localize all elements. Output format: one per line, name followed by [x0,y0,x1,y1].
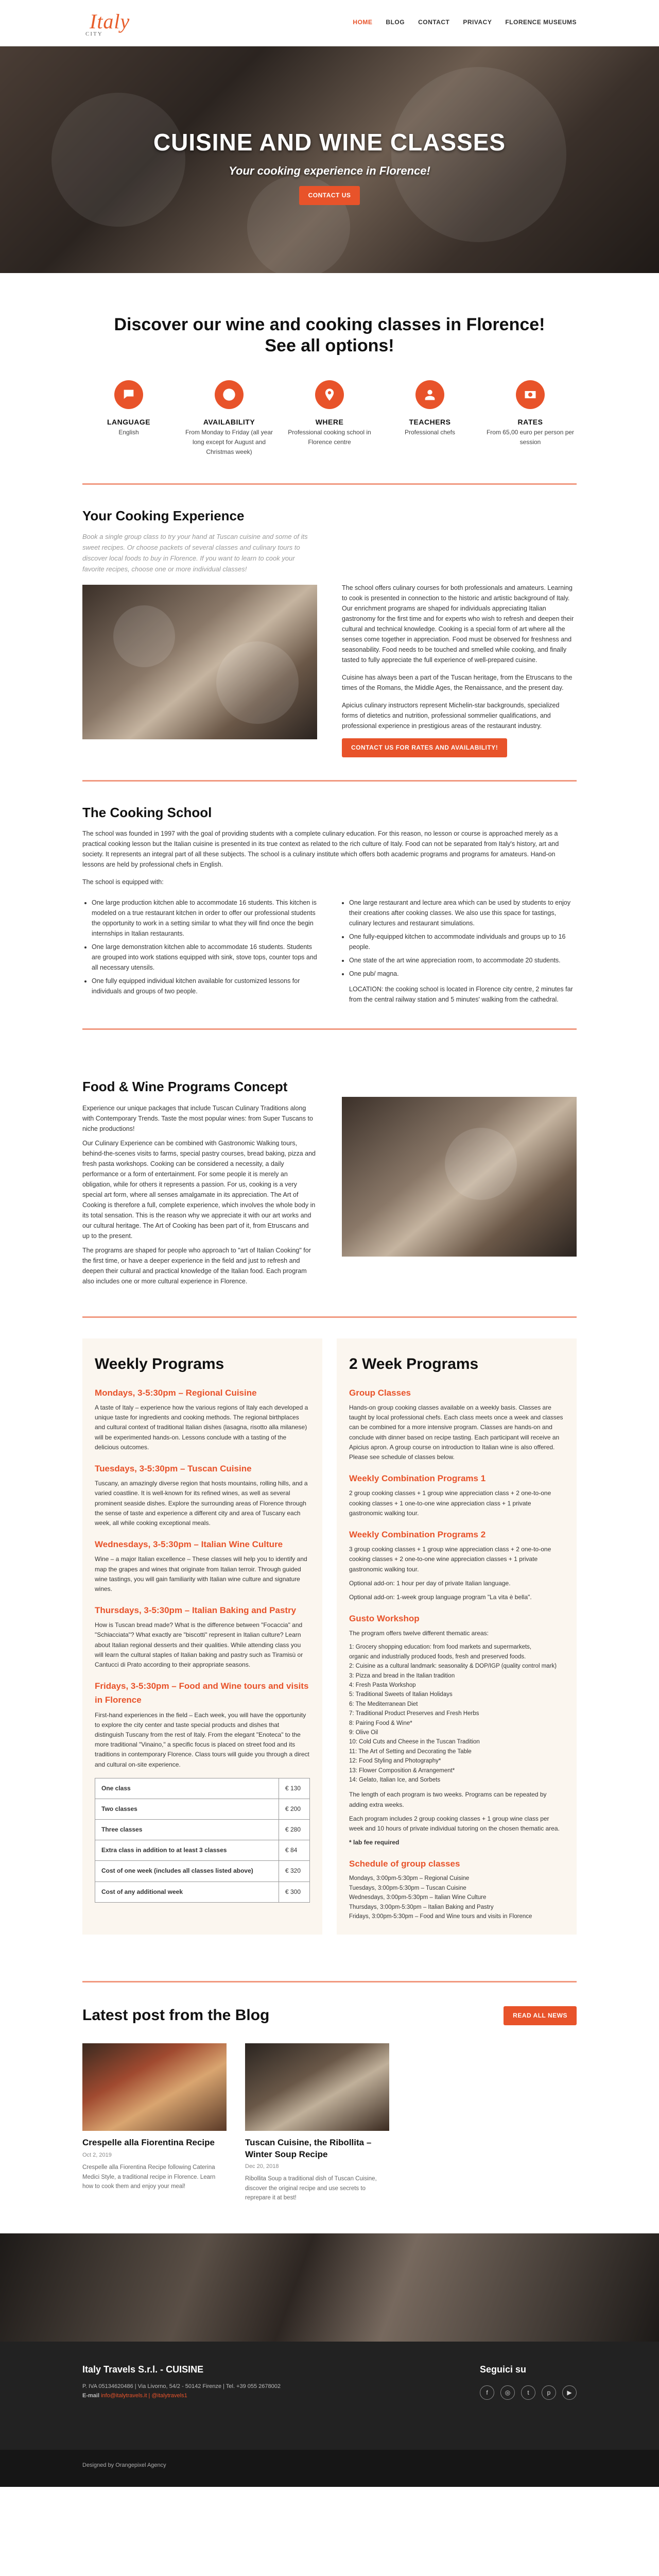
list-item: 1: Grocery shopping education: from food markets and supermarkets, [349,1644,532,1651]
feature-teachers [384,380,476,457]
optional-addon-1: Optional add-on: 1 hour per day of private Italian language. [349,1579,511,1587]
price-value: € 130 [279,1778,310,1799]
two-week-programs-box [337,1338,577,1935]
price-label: Two classes [95,1799,279,1819]
footer-address: P. IVA 05134620486 | Via Livorno, 54/2 - 50142 Firenze | Tel. +39 055 2678002 [82,2383,281,2390]
instagram-icon[interactable]: ◎ [500,2385,515,2400]
feature-row [82,380,577,457]
wine-title: Food & Wine Programs Concept [82,1079,288,1095]
blog-post-card[interactable] [82,2043,227,2202]
feature-where [283,380,376,457]
contact-rates-button[interactable]: CONTACT US FOR RATES AND AVAILABILITY! [342,738,507,757]
list-item: 12: Food Styling and Photography* [349,1758,441,1765]
gusto-text: The program offers twelve different thematic areas: [349,1630,489,1637]
footer-social-title: Seguici su [480,2364,527,2375]
school-paragraph-2: The school is equipped with: [82,878,164,886]
list-item: organic and industrially produced foods, fresh and preserved foods. [349,1653,526,1660]
nav-contact[interactable]: CONTACT [418,19,450,26]
twitter-icon[interactable]: t [521,2385,535,2400]
clock-icon [215,380,244,409]
teacher-icon [415,380,444,409]
location-icon [315,380,344,409]
read-all-news-button[interactable]: READ ALL NEWS [504,2006,577,2025]
list-item: 3: Pizza and bread in the Italian tradition [349,1672,455,1679]
feature-title: WHERE [315,417,344,426]
price-value: € 300 [279,1882,310,1902]
program-text: Tuscany, an amazingly diverse region that hosts mountains, rolling hills, and a varied coastline. It is well-known for its refined wines, as well as several prominent seaside dishes. Explore the surrounding areas of Florence through the sense of taste and experience a different city and area of Tuscany each week, all while cooking exceptional meals. [95,1480,308,1527]
combo-1-text: 2 group cooking classes + 1 group wine appreciation class + 2 one-to-one cooking classes + 1 one-to-one wine appreciation class + 1 private gastronomic walking tour. [349,1489,551,1517]
school-equipment-list-left [82,897,319,1008]
price-label: Three classes [95,1820,279,1840]
table-row [95,1840,310,1861]
price-value: € 320 [279,1861,310,1882]
program-text: How is Tuscan bread made? What is the difference between "Focaccia" and "Schiacciata"? What exactly are "biscotti" represent in Italian culture? Learn about Italian regional desserts and their qualities. While attending class you will learn the cultural staples of Italian baking and pastry such as Tiramisù or Cantucci di Prato according to their appropriate seasons. [95,1621,303,1669]
blog-post-image[interactable] [82,2043,227,2131]
feature-title: AVAILABILITY [203,417,255,426]
schedule-list [349,1874,564,1921]
feature-rates [484,380,577,457]
weekly-title: Weekly Programs [95,1355,224,1372]
list-item: Wednesdays, 3:00pm-5:30pm – Italian Wine Culture [349,1894,487,1901]
list-item: 9: Olive Oil [349,1730,378,1736]
combo-2-heading: Weekly Combination Programs 2 [349,1529,486,1539]
lab-fee-note: * lab fee required [349,1839,400,1846]
program-heading: Fridays, 3-5:30pm – Food and Wine tours and visits in Florence [95,1681,309,1705]
school-location: LOCATION: the cooking school is located in Florence city centre, 2 minutes far from the central railway station and 5 minutes' walking from the cathedral. [349,986,573,1004]
two-week-title: 2 Week Programs [349,1355,479,1372]
rates-icon [516,380,545,409]
footer-email-link[interactable]: info@italytravels.it | @italytravels1 [101,2392,187,2399]
schedule-heading: Schedule of group classes [349,1859,460,1869]
feature-text: Professional chefs [404,428,456,436]
footer-email-label: E-mail [82,2392,100,2399]
combo-2-text: 3 group cooking classes + 1 group wine appreciation class + 2 one-to-one cooking classes + 2 one-to-one wine appreciation classes + 1 private gastronomic walking tour. [349,1546,551,1573]
blog-post-title[interactable]: Crespelle alla Fiorentina Recipe [82,2138,215,2148]
school-title: The Cooking School [82,804,212,820]
hero-contact-button[interactable]: CONTACT US [299,186,360,205]
blog-post-title[interactable]: Tuscan Cuisine, the Ribollita – Winter Soup Recipe [245,2138,372,2159]
language-icon [114,380,143,409]
hero-banner [0,46,659,273]
table-row [95,1778,310,1799]
main-menu [353,18,577,27]
table-row [95,1861,310,1882]
gusto-length: The length of each program is two weeks. Programs can be repeated by adding extra weeks. [349,1791,547,1808]
cooking-title: Your Cooking Experience [82,507,245,523]
combo-1-heading: Weekly Combination Programs 1 [349,1473,486,1484]
table-row [95,1882,310,1902]
blog-title: Latest post from the Blog [82,2007,270,2024]
feature-title: TEACHERS [409,417,451,426]
cooking-paragraph-3: Apicius culinary instructors represent Michelin-star backgrounds, specialized forms of dietetics and nutrition, professional sommelier qualifications, and professional experience in prestigious areas of the restaurant industry. [342,701,560,730]
table-row [95,1799,310,1819]
footer-company-title: Italy Travels S.r.l. - CUISINE [82,2364,204,2375]
school-paragraph-1: The school was founded in 1997 with the goal of providing students with a complete culinary education. For this reason, no lesson or course is approached merely as a practical cooking lesson but the Italian cuisine is presented in its true context as related to the rich culture of Italy. Food can not be separated from Italy's history, art and society. It represents an integral part of all these subjects. The school is a culinary institute which offers both academic programs and programs for amateurs. Hand-on lessons are held by professional chefs in English. [82,830,559,869]
list-item: 14: Gelato, Italian Ice, and Sorbets [349,1776,441,1783]
price-label: Cost of one week (includes all classes listed above) [95,1861,279,1882]
program-text: First-hand experiences in the field – Each week, you will have the opportunity to explore the city center and taste special products and dishes that distinguish Tuscany from the rest of Italy. From the elegant "Enoteca" to the more traditional "Vinaino," a specific focus is placed on street food and its traditions in contemporary Florence. Class tours will guide you through a direct and cultural on-site experience. [95,1711,309,1768]
list-item: • One large demonstration kitchen able to accommodate 16 students. Students are grouped into work stations equipped with sink, stove tops, counter tops and all necessary utensils. [92,942,319,973]
weekly-programs-box [82,1338,322,1935]
blog-post-image[interactable] [245,2043,389,2131]
site-footer [0,2342,659,2450]
program-text: Wine – a major Italian excellence – These classes will help you to identify and map the grapes and wines that originate from Italian terroir. Through guided wine tastings, you will gain familiarity with Italian wine culture and signature wines. [95,1555,307,1592]
section-divider [82,1981,577,1982]
optional-addon-2: Optional add-on: 1-week group language program "La vita è bella". [349,1593,532,1601]
group-classes-text: Hands-on group cooking classes available on a weekly basis. Classes are taught by local professional chefs. Each class meets once a week and classes can be combined for a more intensive program. Classes are hands-on and conclude with dinner based on recipe tasting. Each participant will receive an Apicius apron. A group course on introduction to Italian wine is also offered. Please see schedule of classes below. [349,1404,563,1461]
list-item: 11: The Art of Setting and Decorating the Table [349,1748,472,1755]
section-divider [82,1028,577,1030]
cooking-class-photo [82,585,317,739]
food-wine-section [82,1056,577,1318]
footer-email-row [82,2392,281,2401]
feature-text: Professional cooking school in Florence centre [288,428,371,446]
program-heading: Tuesdays, 3-5:30pm – Tuscan Cuisine [95,1464,252,1474]
price-label: Extra class in addition to at least 3 classes [95,1840,279,1861]
table-row [95,1820,310,1840]
logo-main-text: Italy [90,10,130,33]
gusto-list [349,1642,564,1785]
intro-title: Discover our wine and cooking classes in Florence! See all options! [114,315,545,355]
top-navbar [0,0,659,46]
list-item: 2: Cuisine as a cultural landmark: seasonality & DOP/IGP (quality control mark) [349,1663,557,1670]
blog-post-excerpt: Ribollita Soup a traditional dish of Tuscan Cuisine, discover the original recipe and use secrets to reprepare it at best! [245,2176,377,2201]
price-table [95,1778,310,1903]
feature-availability [183,380,275,457]
blog-post-card[interactable] [245,2043,389,2202]
program-heading: Mondays, 3-5:30pm – Regional Cuisine [95,1387,257,1398]
nav-florence-museums[interactable]: FLORENCE MUSEUMS [505,19,577,26]
list-item: 6: The Mediterranean Diet [349,1701,418,1707]
program-heading: Wednesdays, 3-5:30pm – Italian Wine Culture [95,1539,283,1550]
feature-text: From 65,00 euro per person per session [486,428,575,446]
list-item: • One state of the art wine appreciation room, to accommodate 20 students. [349,955,577,965]
blog-post-date: Dec 20, 2018 [245,2163,279,2170]
programs-section [82,1318,577,1961]
list-item: 13: Flower Composition & Arrangement* [349,1767,455,1774]
logo-sub-text: CITY [85,31,103,37]
feature-title: LANGUAGE [107,417,151,426]
blog-post-excerpt: Crespelle alla Fiorentina Recipe following Caterina Medici Style, a traditional recipe in Florence. Learn how to cook them and enjoy your meal! [82,2164,216,2190]
list-item: • One fully-equipped kitchen to accommodate individuals and groups up to 16 people. [349,931,577,952]
list-item: • One large restaurant and lecture area which can be used by students to enjoy their creations after cooking classes. We also use this space for tastings, culinary lectures and restaurant simulations. [349,897,577,928]
price-label: Cost of any additional week [95,1882,279,1902]
list-item: Tuesdays, 3:00pm-5:30pm – Tuscan Cuisine [349,1885,466,1891]
intro-section [0,273,659,485]
list-item: 5: Traditional Sweets of Italian Holidays [349,1691,453,1698]
site-logo[interactable] [82,7,160,38]
pinterest-icon[interactable]: p [542,2385,556,2400]
list-item: Fridays, 3:00pm-5:30pm – Food and Wine tours and visits in Florence [349,1913,532,1920]
nav-blog[interactable]: BLOG [386,19,405,26]
copyright-text: Designed by Orangepixel Agency [82,2462,166,2469]
wine-paragraph-2: Our Culinary Experience can be combined with Gastronomic Walking tours, behind-the-scenes visits to farms, special pastry courses, bread baking, pizza and fresh pasta workshops. Cooking can be considered a necessity, a daily performance or a form of entertainment. For some people it is merely an obligation, while for others it represents a passion. For us, cooking is a very special art form, where all senses amalgamate in its appreciation. The Art of Cooking is therefore a full, complete experience, which involves the whole body in its total sensation. This is the reason why we appreciate it with our art works and our cultural heritage. The Art of Cooking has been part of it, from Etruscans and up to the present. [82,1139,316,1240]
program-text: A taste of Italy – experience how the various regions of Italy each developed a unique taste for ingredients and cooking methods. The regional birthplaces and cultural context of traditional Italian dishes (lasagna, risotto alla milanese) will be experimented hands-on. Lessons conclude with a tasting of the delicious outcomes. [95,1404,308,1451]
nav-privacy[interactable]: PRIVACY [463,19,492,26]
nav-home[interactable]: HOME [353,19,373,26]
cooking-paragraph-2: Cuisine has always been a part of the Tuscan heritage, from the Etruscans to the times of the Romans, the Middle Ages, the Renaissance, and the present day. [342,673,573,691]
list-item: Thursdays, 3:00pm-5:30pm – Italian Baking and Pastry [349,1904,494,1910]
list-item: Mondays, 3:00pm-5:30pm – Regional Cuisine [349,1875,470,1882]
feature-title: RATES [517,417,543,426]
list-item: 4: Fresh Pasta Workshop [349,1682,416,1689]
program-heading: Thursdays, 3-5:30pm – Italian Baking and Pastry [95,1605,297,1616]
price-value: € 84 [279,1840,310,1861]
feature-text: English [118,428,139,436]
price-value: € 280 [279,1820,310,1840]
list-item: • One fully equipped individual kitchen available for customized lessons for individuals and groups of two people. [92,976,319,996]
price-label: One class [95,1778,279,1799]
wine-class-photo [342,1097,577,1257]
wine-paragraph-3: The programs are shaped for people who approach to "art of Italian Cooking" for the first time, or have a deeper experience in the field and just to refresh and deepen their cultural and practical knowledge of the Italian food. Each program also includes one or more cultural experience in Florence. [82,1246,311,1285]
gusto-includes: Each program includes 2 group cooking classes + 1 group wine class per week and 10 hours of private individual tutoring on the chosen thematic area. [349,1815,560,1832]
blog-post-date: Oct 2, 2019 [82,2151,112,2158]
gusto-heading: Gusto Workshop [349,1614,420,1624]
hero-title: CUISINE AND WINE CLASSES [153,129,506,156]
school-equipment-list-right [340,897,577,1008]
cooking-paragraph-1: The school offers culinary courses for both professionals and amateurs. Learning to cook is presented in connection to the historic and artistic background of Italy. Our enrichment programs are shaped for individuals appreciating Italian gastronomy for the first time and for experts who wish to refresh and deepen their cultural and technical knowledge. Cooking is a special form of art where all the senses come together in appreciation. Food must be observed for freshness and seasonability. Food needs to be touched and smelled while cooking, and finally tasted to fully appreciate the full experience of well-prepared cuisine. [342,584,574,664]
footer-banner-photo [0,2233,659,2342]
cooking-school-section [82,782,577,1056]
wine-paragraph-1: Experience our unique packages that include Tuscan Culinary Traditions along with Contemporary Trends. Taste the most popular wines: from Super Tuscans to niche productions! [82,1104,313,1132]
copyright-bar [0,2450,659,2487]
list-item: 7: Traditional Product Preserves and Fresh Herbs [349,1710,479,1717]
facebook-icon[interactable]: f [480,2385,494,2400]
list-item: 8: Pairing Food & Wine* [349,1720,412,1726]
list-item: • One pub/ magna. [349,969,577,979]
price-value: € 200 [279,1799,310,1819]
group-classes-heading: Group Classes [349,1387,411,1398]
feature-text: From Monday to Friday (all year long except for August and Christmas week) [185,428,273,456]
cooking-experience-section [82,485,577,782]
list-item: • One large production kitchen able to accommodate 16 students. This kitchen is modeled on a true restaurant kitchen in order to offer our professional students the opportunity to work in a setting similar to what they will find once the begin internships in Italian restaurants. [92,897,319,939]
youtube-icon[interactable]: ▶ [562,2385,577,2400]
list-item: 10: Cold Cuts and Cheese in the Tuscan Tradition [349,1739,480,1745]
blog-section [82,1960,577,2233]
hero-subtitle: Your cooking experience in Florence! [229,164,430,177]
feature-language [82,380,175,457]
cooking-lead: Book a single group class to try your hand at Tuscan cuisine and some of its sweet recipes. Or choose packets of several classes and culinary tours to discover local foods to buy in Florence. If you want to learn to cook your favorite recipes, choose one or more individual classes! [82,533,308,573]
